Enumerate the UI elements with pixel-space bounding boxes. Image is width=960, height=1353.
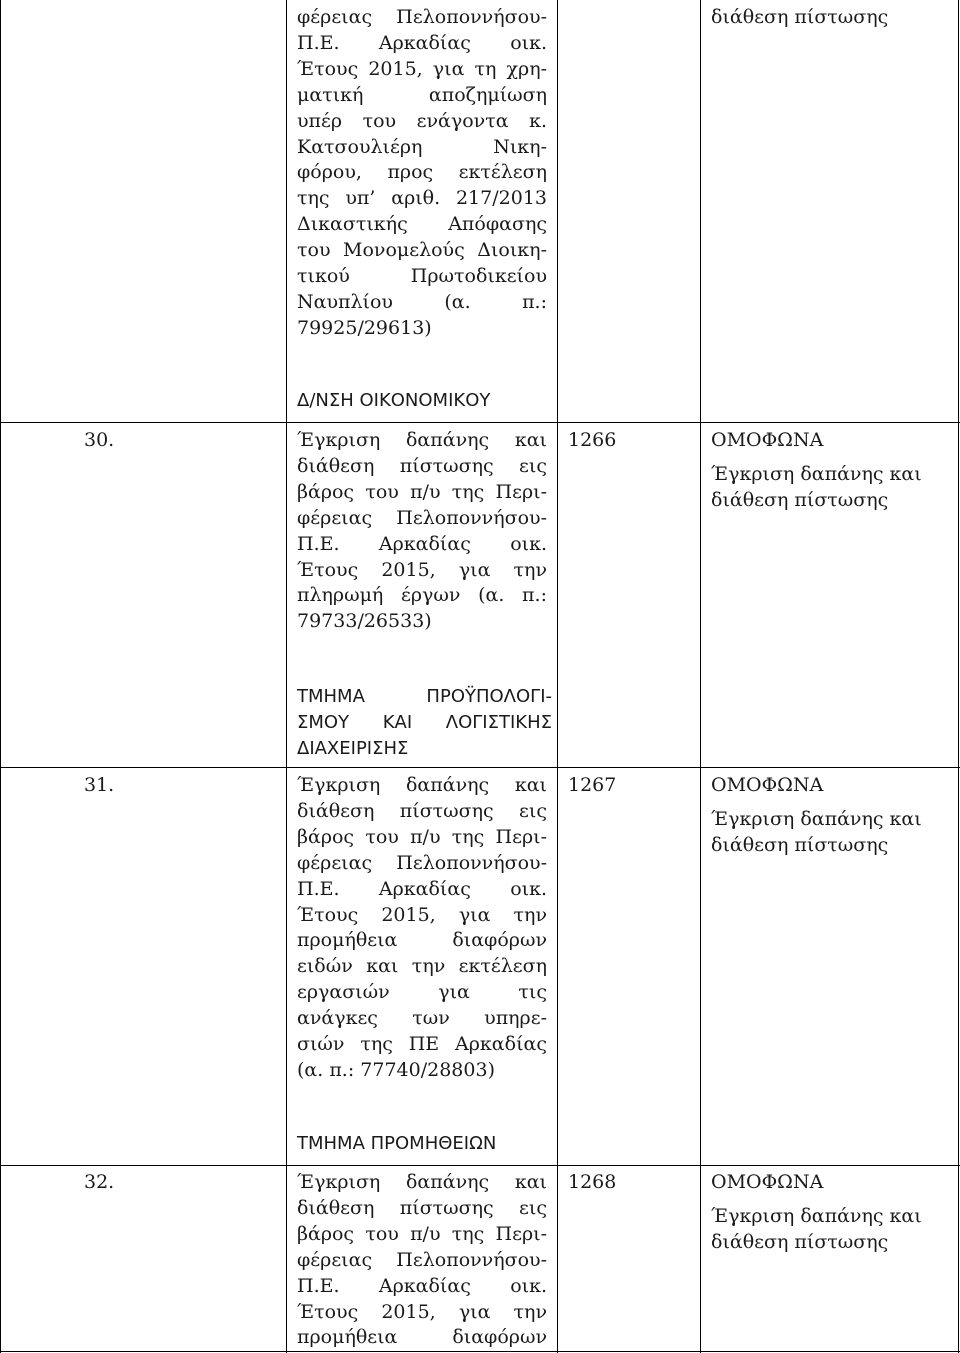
vote-label: ΟΜΟΦΩΝΑ <box>711 774 824 796</box>
subject-line: Ναυπλίου (α. π.: <box>297 290 547 313</box>
item-number: 32. <box>84 1171 115 1193</box>
department-line: ΣΜΟΥ ΚΑΙ ΛΟΓΙΣΤΙΚΗΣ <box>297 712 552 733</box>
subject-line: φέρειας Πελοποννήσου- <box>297 506 547 529</box>
department-line: ΤΜΗΜΑ ΠΡΟΫΠΟΛΟΓΙ- <box>297 686 552 707</box>
decision-number: 1266 <box>568 429 617 451</box>
subject-line: (α. π.: 77740/28803) <box>297 1058 495 1081</box>
subject-line: Έγκριση δαπάνης και <box>297 774 547 796</box>
vote-result <box>711 428 951 514</box>
subject-line: διάθεση πίστωσης εις <box>297 1196 547 1219</box>
item-subject <box>297 773 547 1084</box>
subject-line: Δικαστικής Απόφασης <box>297 213 547 236</box>
vote-label: ΟΜΟΦΩΝΑ <box>711 429 824 451</box>
subject-line: προμήθεια διαφόρων <box>297 1326 547 1349</box>
table-border-left <box>0 0 1 1353</box>
subject-line: Π.Ε. Αρκαδίας οικ. <box>297 1274 547 1297</box>
subject-line: Κατσουλιέρη Νικη- <box>297 135 547 158</box>
item-subject <box>297 1170 547 1351</box>
row-divider-30 <box>0 422 960 423</box>
department-heading <box>297 684 552 762</box>
subject-line: Π.Ε. Αρκαδίας οικ. <box>297 31 547 54</box>
subject-line: 79925/29613) <box>297 316 432 339</box>
subject-line: Π.Ε. Αρκαδίας οικ. <box>297 877 547 900</box>
vote-line: Έγκριση δαπάνης και <box>711 807 922 830</box>
department-line: Δ/ΝΣΗ ΟΙΚΟΝΟΜΙΚΟΥ <box>297 390 491 411</box>
subject-line: Έτους 2015, για την <box>297 558 547 581</box>
department-line: ΔΙΑΧΕΙΡΙΣΗΣ <box>297 738 409 759</box>
subject-line: υπέρ του ενάγοντα κ. <box>297 109 547 132</box>
subject-line: Έτους 2015, για τη χρη- <box>297 57 547 80</box>
table-border-decision-right <box>700 0 701 1353</box>
vote-result <box>711 1170 951 1256</box>
subject-line: Έτους 2015, για την <box>297 903 547 926</box>
subject-line: φέρειας Πελοποννήσου- <box>297 6 547 28</box>
subject-line: σιών της ΠΕ Αρκαδίας <box>297 1033 547 1056</box>
top-subject-text <box>297 5 547 342</box>
item-number: 30. <box>84 429 115 451</box>
subject-line: 79733/26533) <box>297 610 432 633</box>
vote-line: διάθεση πίστωσης <box>711 488 889 511</box>
subject-line: βάρος του π/υ της Περι- <box>297 480 547 503</box>
subject-line: προμήθεια διαφόρων <box>297 929 547 952</box>
top-vote-text: διάθεση πίστωσης <box>711 6 889 28</box>
subject-line: ματική αποζημίωση <box>297 83 547 106</box>
vote-line: Έγκριση δαπάνης και <box>711 462 922 485</box>
subject-line: της υπ’ αριθ. 217/2013 <box>297 187 547 210</box>
table-border-right <box>958 0 959 1353</box>
decision-number: 1268 <box>568 1171 617 1193</box>
item-number: 31. <box>84 774 115 796</box>
row-divider-32 <box>0 1165 960 1166</box>
subject-line: φόρου, προς εκτέλεση <box>297 161 547 184</box>
subject-line: του Μονομελούς Διοικη- <box>297 239 547 262</box>
subject-line: πληρωμή έργων (α. π.: <box>297 584 547 607</box>
department-heading <box>297 1131 552 1157</box>
subject-line: εργασιών για τις <box>297 981 547 1004</box>
vote-line: διάθεση πίστωσης <box>711 1230 889 1253</box>
subject-line: Έγκριση δαπάνης και <box>297 429 547 451</box>
subject-line: τικού Πρωτοδικείου <box>297 265 547 288</box>
department-line: ΤΜΗΜΑ ΠΡΟΜΗΘΕΙΩΝ <box>297 1133 497 1154</box>
item-subject <box>297 428 547 635</box>
subject-line: Έγκριση δαπάνης και <box>297 1171 547 1193</box>
department-heading <box>297 388 552 414</box>
subject-line: βάρος του π/υ της Περι- <box>297 825 547 848</box>
vote-line: διάθεση πίστωσης <box>711 833 889 856</box>
subject-line: φέρειας Πελοποννήσου- <box>297 1248 547 1271</box>
subject-line: Π.Ε. Αρκαδίας οικ. <box>297 532 547 555</box>
table-border-subject-left <box>286 0 287 1353</box>
subject-line: ανάγκες των υπηρε- <box>297 1007 547 1030</box>
subject-line: βάρος του π/υ της Περι- <box>297 1222 547 1245</box>
vote-result <box>711 773 951 859</box>
subject-line: διάθεση πίστωσης εις <box>297 454 547 477</box>
subject-line: Έτους 2015, για την <box>297 1300 547 1323</box>
vote-line: Έγκριση δαπάνης και <box>711 1204 922 1227</box>
decision-number: 1267 <box>568 774 617 796</box>
table-border-subject-right <box>557 0 558 1353</box>
subject-line: διάθεση πίστωσης εις <box>297 799 547 822</box>
subject-line: ειδών και την εκτέλεση <box>297 955 547 978</box>
vote-label: ΟΜΟΦΩΝΑ <box>711 1171 824 1193</box>
row-divider-31 <box>0 767 960 768</box>
subject-line: φέρειας Πελοποννήσου- <box>297 851 547 874</box>
